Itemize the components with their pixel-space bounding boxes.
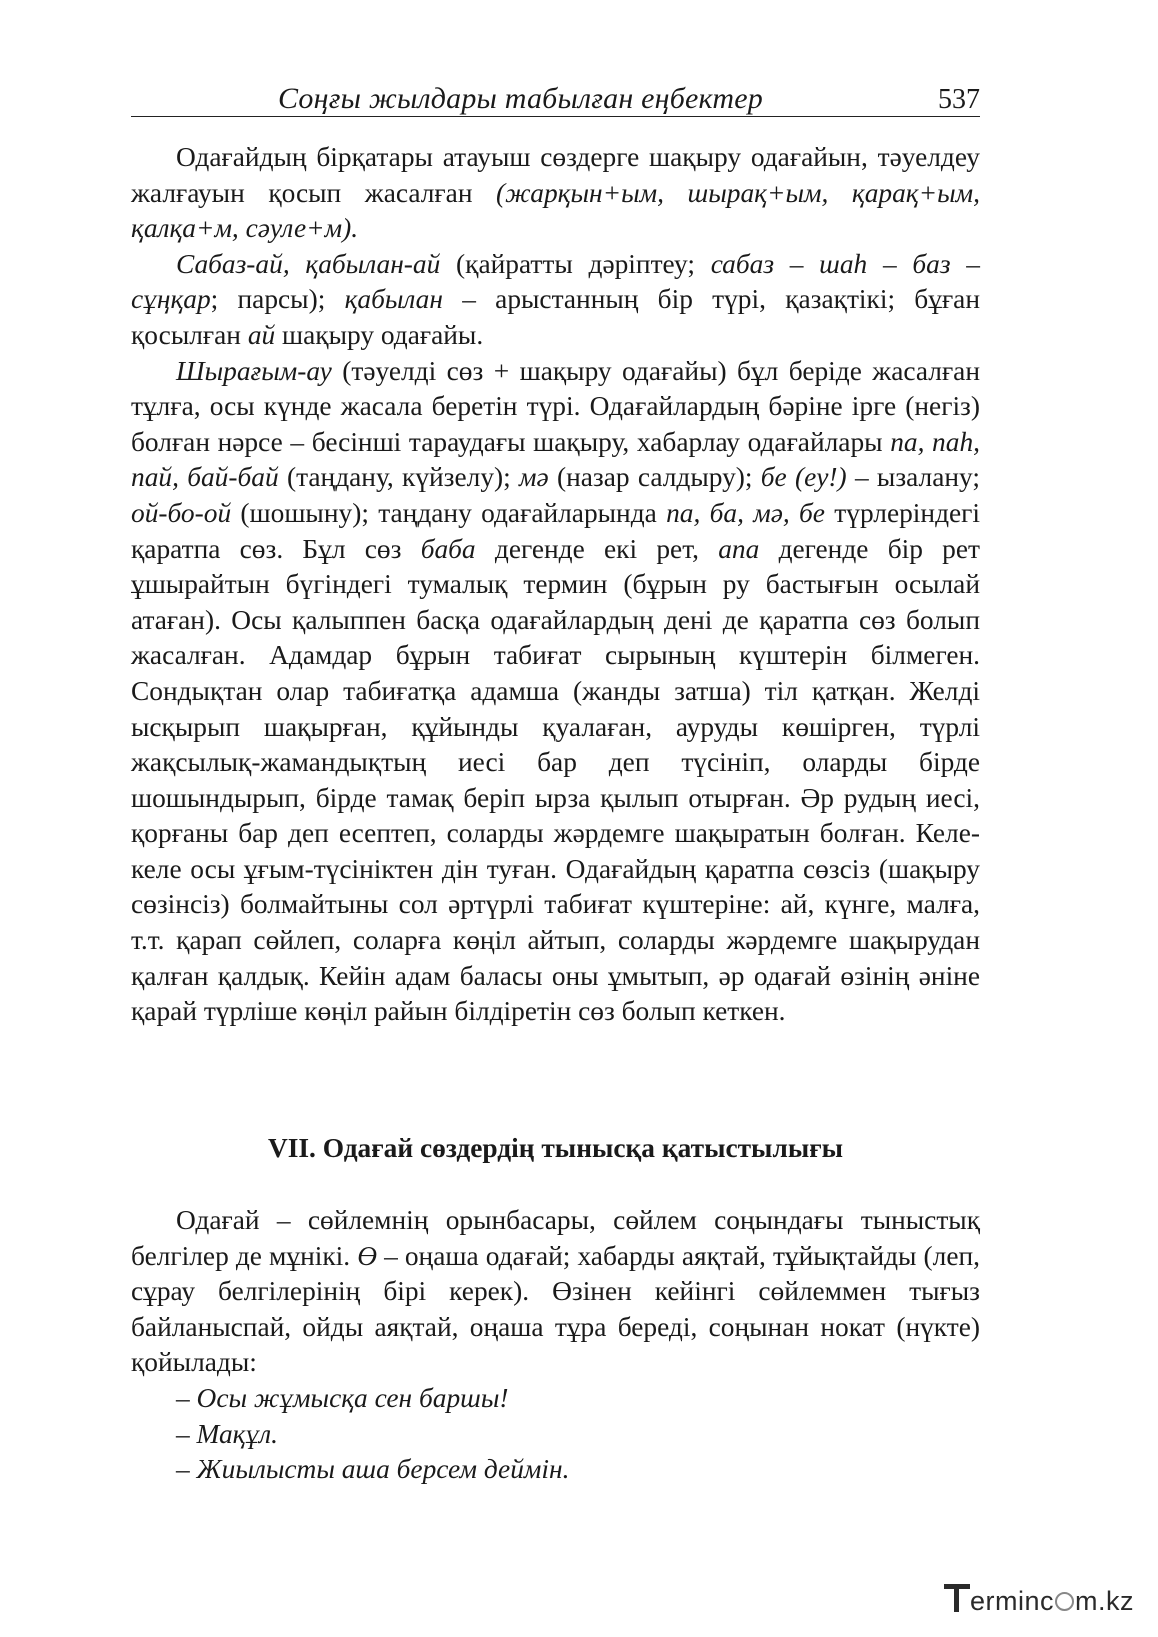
section-heading: VII. Одағай сөздердің тынысқа қатыстылығы	[267, 1133, 844, 1163]
paragraph-3-term: баба	[420, 533, 476, 564]
dialogue-dash: –	[176, 1382, 190, 1413]
paragraph-3-term: мә	[519, 462, 549, 493]
paragraph-3-text: түрлеріндегі қаратпа сөз. Бұл сөз	[131, 497, 981, 564]
dialogue-dash: –	[176, 1418, 190, 1449]
dialogue-line-2	[131, 1417, 980, 1453]
paragraph-3-text: дегенде екі рет,	[475, 533, 719, 564]
paragraph-3	[131, 354, 980, 1030]
paragraph-3-term: ой-бо-ой	[131, 497, 232, 528]
paragraph-2-text: шақыру одағайы.	[275, 319, 484, 350]
dialogue-text: Жиылысты аша берсем деймін.	[189, 1454, 570, 1485]
paragraph-3-text: (назар салдыру);	[548, 462, 761, 493]
paragraph-3-term: апа	[718, 533, 760, 564]
section-body-text	[131, 1203, 980, 1488]
dialogue-text: Осы жұмысқа сен баршы!	[189, 1382, 509, 1413]
watermark-text: erminc	[970, 1586, 1055, 1616]
paragraph-2-text: ; парсы);	[210, 284, 345, 315]
paragraph-2-term: Сабаз-ай, қабылан-ай	[176, 248, 441, 279]
paragraph-3-term: па, паһ, пай, бай-бай	[131, 426, 980, 493]
paragraph-3-text: (шошыну); таңдану одағайларында	[231, 497, 667, 528]
page-number: 537	[938, 84, 980, 115]
paragraph-2-term: қабылан	[344, 284, 443, 315]
paragraph-4-text: – оңаша одағай; хабарды аяқтай, тұйықтайды (леп, сұрау белгілерінің бірі керек). Өзінен кейінгі сөйлеммен тығыз байланыспай, ойды аяқтай, оңаша тұра береді, соңынан нокат (нүкте) қойылады:	[131, 1240, 980, 1378]
paragraph-3-term: Шырағым-ау	[176, 355, 332, 386]
dialogue-line-3	[131, 1452, 980, 1488]
paragraph-1-examples: (жарқын+ым, шырақ+ым, қарақ+ым, қалқа+м, сәуле+м).	[131, 177, 980, 244]
paragraph-2-text: – арыстанның бір түрі, қазақтікі; бұған қосылған	[131, 284, 980, 350]
paragraph-3-text: (таңдану, күйзелу);	[278, 462, 520, 493]
paragraph-4-text: Одағай – сөйлемнің орынбасары, сөйлем соңындағы тыныстық белгілер де мұнікі.	[131, 1205, 980, 1271]
dialogue-text: Мақұл.	[189, 1418, 278, 1449]
dialogue-dash: –	[176, 1454, 190, 1485]
termincom-watermark	[944, 1582, 1144, 1622]
paragraph-2-term: ай	[247, 319, 276, 350]
paragraph-4-symbol: Ө	[357, 1240, 377, 1271]
paragraph-1	[131, 140, 980, 247]
paragraph-4	[131, 1203, 980, 1381]
paragraph-2-etymology: сабаз – шаһ – баз – сұңқар	[131, 248, 980, 315]
watermark-text: m.kz	[1075, 1586, 1135, 1616]
body-text	[131, 140, 980, 1030]
ring-logo-icon	[1055, 1592, 1074, 1611]
paragraph-3-text: дегенде бір рет ұшырайтын бүгіндегі тумалық термин (бұрын ру бастығын осылай атаған). Осы қалыппен басқа одағайлардың дені де қаратпа сөз болып жасалған. Адамдар бұрын табиғат сырының күштерін білмеген. Сондықтан олар табиғатқа адамша (жанды затша) тіл қатқан. Желді ысқырып шақырған, құйынды қуалаған, ауруды көшірген, түрлі жақсылық-жамандықтың иесі бар деп түсініп, оларды бірде шошындырып, бірде тамақ беріп ырза қылып отырған. Әр рудың иесі, қорғаны бар деп есептеп, соларды жәрдемге шақыратын болған. Келе-келе осы ұғым-түсініктен дін туған. Одағайдың қаратпа сөзсіз (шақыру сөзінсіз) болмайтыны сол әртүрлі табиғат күштеріне: ай, күнге, малға, т.т. қарап сөйлеп, соларға көңіл айтып, соларды жәрдемге шақырудан қалған қалдық. Кейін адам баласы оны ұмытып, әр одағай өзінің әніне қарай түрліше көңіл райын білдіретін сөз болып кеткен.	[131, 533, 981, 1027]
paragraph-1-text: Одағайдың бірқатары атауыш сөздерге шақыру одағайын, тәуелдеу жалғауын қосып жасалған	[131, 142, 980, 208]
paragraph-3-text: – ызалану;	[846, 462, 980, 493]
t-logo-icon	[944, 1582, 970, 1614]
paragraph-2-text: (қайратты дәріптеу;	[440, 248, 711, 279]
running-title: Соңғы жылдары табылған еңбектер	[278, 82, 763, 115]
paragraph-3-text: (тәуелді сөз + шақыру одағайы) бұл беріде жасалған тұлға, осы күнде жасала беретін түрі. Одағайлардың бәріне ірге (негіз) болған нәрсе – бесінші тараудағы шақыру, хабарлау одағайлары	[131, 355, 980, 457]
dialogue-line-1	[131, 1381, 980, 1417]
running-header	[131, 76, 980, 117]
paragraph-3-term: бе (еу!)	[760, 462, 847, 493]
paragraph-3-term: па, ба, мә, бе	[666, 497, 825, 528]
paragraph-2	[131, 247, 980, 354]
